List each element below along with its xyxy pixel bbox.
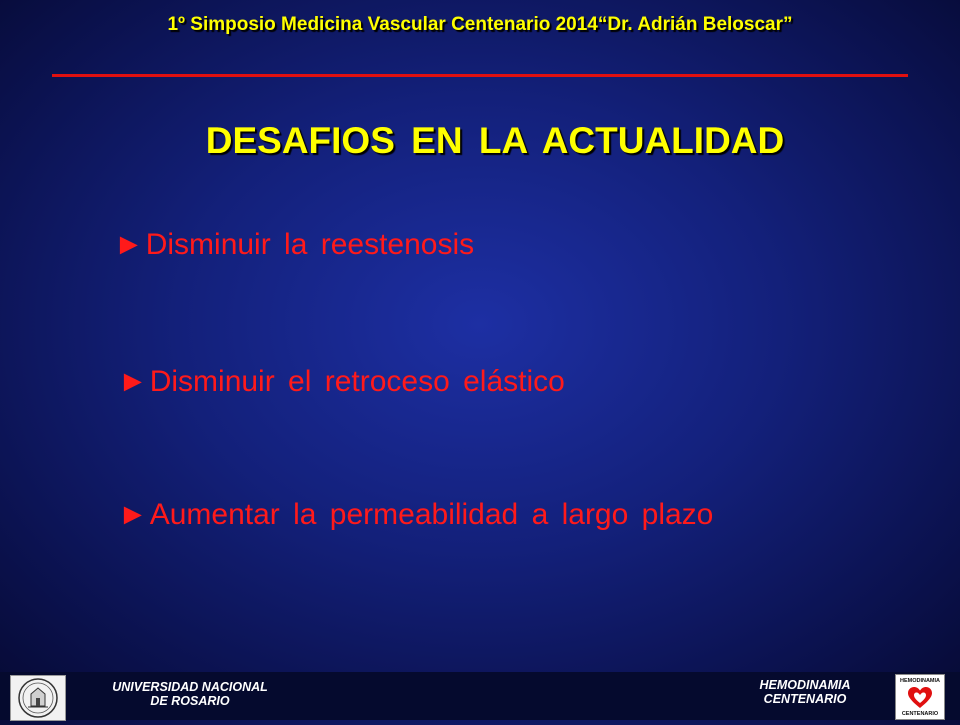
- hemodinamia-logo: [895, 674, 945, 720]
- bullet-text: Disminuir la reestenosis: [145, 228, 475, 261]
- logo-bottom-text: CENTENARIO: [901, 711, 939, 717]
- university-seal-icon: [10, 675, 66, 721]
- triangle-bullet-icon: ►: [118, 365, 148, 398]
- slide-title: DESAFIOS EN LA ACTUALIDAD: [205, 120, 785, 161]
- triangle-bullet-icon: ►: [114, 228, 144, 261]
- bullet-item: [118, 365, 565, 399]
- bullet-item: [118, 498, 713, 532]
- header-divider: [52, 74, 908, 77]
- university-name: UNIVERSIDAD NACIONAL DE ROSARIO: [112, 680, 268, 708]
- logo-top-text: HEMODINAMIA: [899, 678, 941, 684]
- bullet-text: Aumentar la permeabilidad a largo plazo: [149, 498, 714, 531]
- triangle-bullet-icon: ►: [118, 498, 148, 531]
- heart-icon: [908, 687, 932, 709]
- bullet-text: Disminuir el retroceso elástico: [149, 365, 565, 398]
- slide-header: 1º Simposio Medicina Vascular Centenario 2014“Dr. Adrián Beloscar”: [167, 14, 793, 35]
- slide-footer: [0, 672, 960, 720]
- bullet-item: [114, 228, 474, 262]
- department-name: HEMODINAMIA CENTENARIO: [759, 678, 851, 706]
